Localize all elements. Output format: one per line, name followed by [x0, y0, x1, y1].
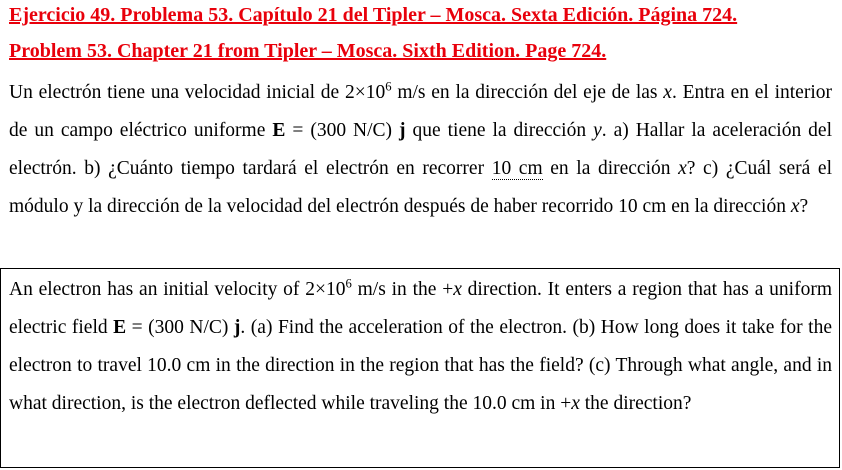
english-problem-box	[0, 268, 840, 468]
heading-spanish: Ejercicio 49. Problema 53. Capítulo 21 del Tipler – Mosca. Sexta Edición. Página 724.	[9, 4, 738, 26]
heading-english: Problem 53. Chapter 21 from Tipler – Mosca. Sixth Edition. Page 724.	[9, 40, 607, 62]
problem-text-english: An electron has an initial velocity of $2\times 10^6$ m/s in the +x direction. It enters a region that has a uniform electric field E = (300 N/C) j. (a) Find the acceleration of the electron. (b) How long does it take for the electron to travel 10.0 cm in the direction in the region that has the field? (c) Through what angle, and in what direction, is the electron deflected while traveling the 10.0 cm in +x the direction?	[9, 276, 832, 414]
problem-text-spanish: Un electrón tiene una velocidad inicial de $2\times 10^6$ m/s en la dirección del eje de las x. Entra en el interior de un campo eléctrico uniforme E = (300 N/C) j que tiene la dirección y. a) Hallar la aceleración del electrón. b) ¿Cuánto tiempo tardará el electrón en recorrer 10 cm en la dirección x? c) ¿Cuál será el módulo y la dirección de la velocidad del electrón después de haber recorrido 10 cm en la dirección x?	[9, 79, 832, 217]
highlighted-distance: 10 cm	[491, 158, 543, 179]
